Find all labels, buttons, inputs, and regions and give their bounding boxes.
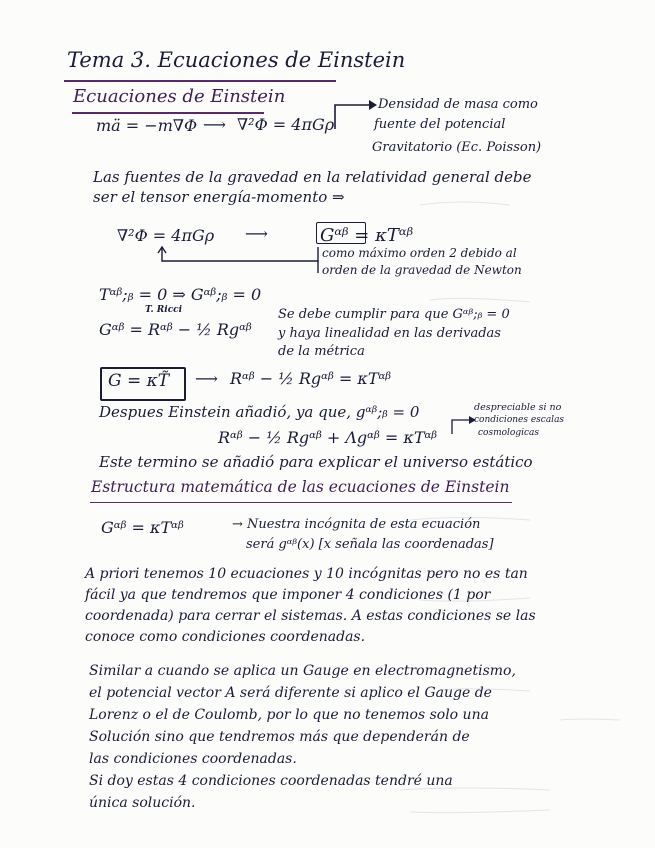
title-underline [64, 80, 336, 82]
line-despues: Despues Einstein añadió, ya que, gᵅᵝ;ᵦ = 0 [99, 403, 420, 421]
section-underline [72, 112, 264, 114]
section-heading-structure: Estructura matemática de las ecuaciones de Einstein [91, 478, 510, 496]
note-conditions-1: Se debe cumplir para que Gᵅᵝ;ᵦ = 0 [278, 307, 510, 322]
equation-full: Rᵅᵝ − ½ Rgᵅᵝ = κTᵅᵝ [230, 369, 392, 388]
equation-conservation: Tᵅᵝ;ᵦ = 0 ⇒ Gᵅᵝ;ᵦ = 0 [99, 285, 262, 304]
para-apriori-2: fácil ya que tendremos que imponer 4 condiciones (1 por [85, 587, 491, 603]
note-lambda-2: condiciones escalas [474, 415, 565, 425]
page-title: Tema 3. Ecuaciones de Einstein [67, 48, 406, 72]
equation-poisson-2: ∇²Φ = 4πGρ [117, 226, 215, 245]
note-conditions-3: de la métrica [278, 344, 365, 359]
equation-poisson: ∇²Φ = 4πGρ [237, 115, 335, 134]
arrow-icon: ⟶ [195, 369, 218, 388]
section-underline [90, 502, 512, 503]
note-structure-2: será gᵅᵝ(x) [x señala las coordenadas] [246, 537, 494, 552]
line-este-termino: Este termino se añadió para explicar el universo estático [99, 453, 533, 471]
note-order-2: orden de la gravedad de Newton [322, 263, 522, 277]
note-density-3: Gravitatorio (Ec. Poisson) [372, 140, 542, 155]
para-similar-1: Similar a cuando se aplica un Gauge en electromagnetismo, [89, 663, 516, 679]
label-ricci: T. Ricci [145, 305, 183, 315]
para-similar-4: Solución sino que tendremos más que dependerán de [89, 729, 470, 745]
arrow-icon: ⟶ [203, 115, 226, 134]
para-apriori-3: coordenada) para cerrar el sistemas. A estas condiciones se las [85, 608, 536, 624]
note-lambda-1: despreciable si no [474, 402, 562, 413]
note-density-1: Densidad de masa como [378, 97, 538, 112]
equation-structure: Gᵅᵝ = κTᵅᵝ [101, 518, 184, 537]
equation-newton: mä = −m∇Φ [96, 116, 198, 135]
note-lambda-3: cosmologicas [478, 428, 539, 438]
para-similar-7: única solución. [89, 795, 196, 811]
para-sources-1: Las fuentes de la gravedad en la relatividad general debe [93, 168, 532, 186]
equation-boxed: G = κT̃ [108, 371, 170, 391]
note-structure-1: → Nuestra incógnita de esta ecuación [232, 517, 481, 532]
note-density-2: fuente del potencial [374, 117, 506, 132]
para-apriori-1: A priori tenemos 10 ecuaciones y 10 incógnitas pero no es tan [85, 566, 528, 582]
equation-einstein-tensor: Gᵅᵝ = Rᵅᵝ − ½ Rgᵅᵝ [99, 320, 252, 339]
bracket-connector-icon [150, 245, 330, 275]
equation-g-kt: Gᵅᵝ = κTᵅᵝ [320, 225, 414, 246]
equation-lambda: Rᵅᵝ − ½ Rgᵅᵝ + Λgᵅᵝ = κTᵅᵝ [218, 428, 438, 447]
para-similar-6: Si doy estas 4 condiciones coordenadas tendré una [89, 773, 453, 789]
para-apriori-4: conoce como condiciones coordenadas. [85, 629, 366, 645]
g-highlight-box [316, 222, 366, 244]
note-conditions-2: y haya linealidad en las derivadas [278, 326, 501, 341]
note-order-1: como máximo orden 2 debido al [322, 246, 517, 260]
arrow-icon: ⟶ [245, 224, 268, 243]
section-heading-einstein: Ecuaciones de Einstein [73, 86, 286, 107]
para-similar-5: las condiciones coordenadas. [89, 751, 297, 767]
para-similar-2: el potencial vector A será diferente si aplico el Gauge de [89, 685, 492, 701]
para-similar-3: Lorenz o el de Coulomb, por lo que no tenemos solo una [89, 707, 489, 723]
para-sources-2: ser el tensor energía-momento ⇒ [93, 188, 345, 206]
